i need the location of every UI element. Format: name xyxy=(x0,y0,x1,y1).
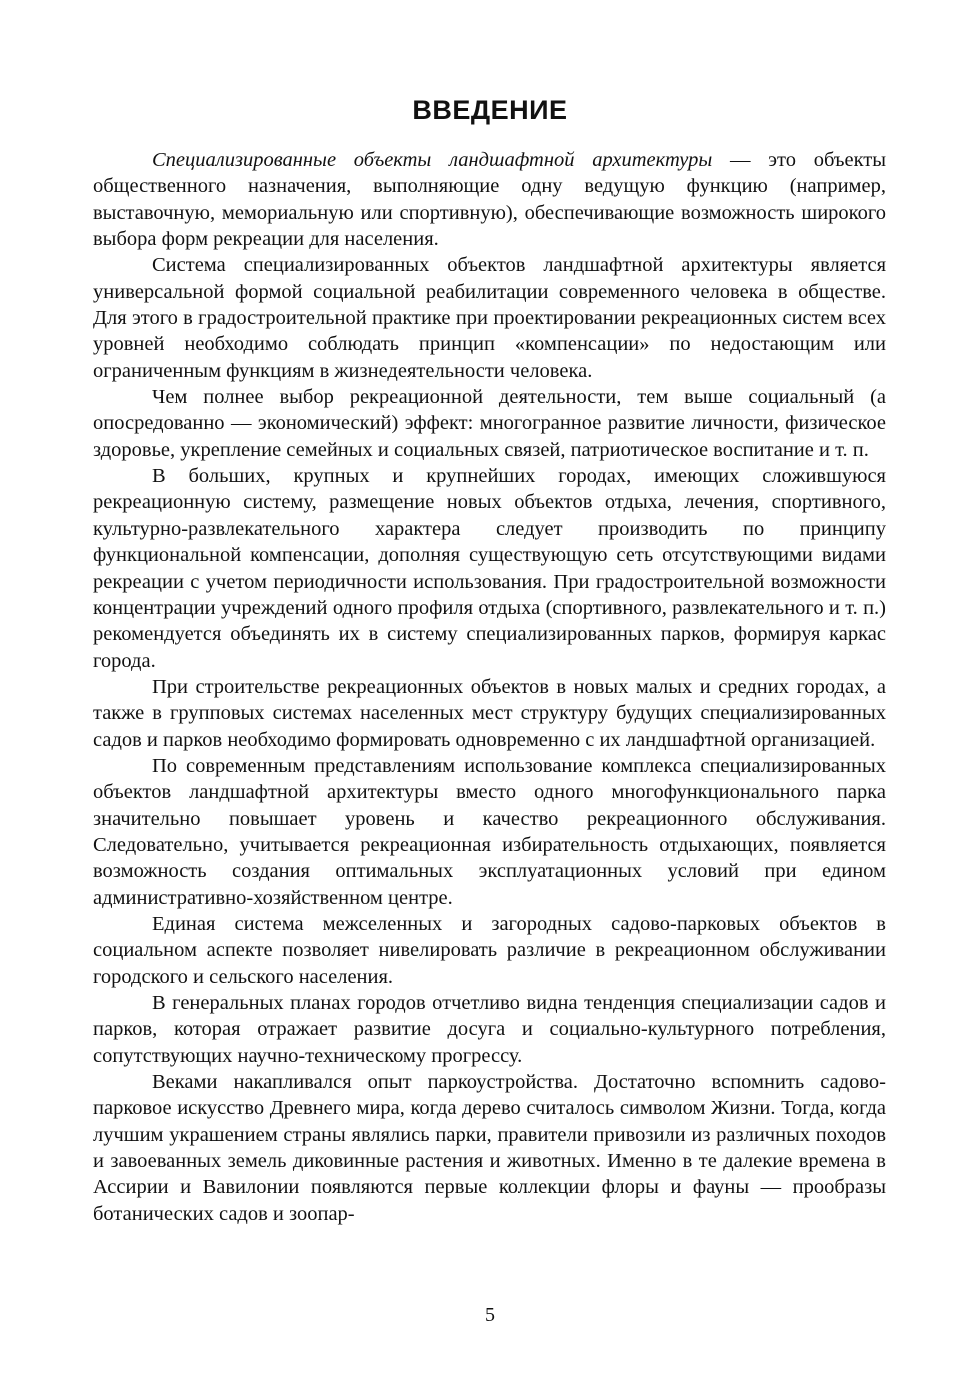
paragraph-4: В больших, крупных и крупнейших городах, имеющих сложившуюся рекреационную систему, размещение новых объектов отдыха, лечения, спортивного, культурно-развлекательного характера следует производить по принципу функциональной компенсации, дополняя существующую сеть отсутствующими видами рекреации с учетом периодичности использования. При градостроительной возможности концентрации учреждений одного профиля отдыха (спортивного, развлекательного и т. п.) рекомендуется объединять их в систему специализированных парков, формируя каркас города. xyxy=(93,465,886,672)
paragraph-3: Чем полнее выбор рекреационной деятельности, тем выше социальный (а опосредованно — экономический) эффект: многогранное развитие личности, физическое здоровье, укрепление семейных и социальных связей, патриотическое воспитание и т. п. xyxy=(93,386,886,461)
paragraph-1 xyxy=(93,147,886,252)
paragraph-6: По современным представлениям использование комплекса специализированных объектов ландшафтной архитектуры вместо одного многофункционального парка значительно повышает уровень и качество рекреационного обслуживания. Следовательно, учитывается рекреационная избирательность отдыхающих, появляется возможность создания оптимальных эксплуатационных условий при едином административно-хозяйственном центре. xyxy=(93,754,886,909)
paragraph-9: Веками накапливался опыт паркоустройства. Достаточно вспомнить садово-парковое искусство Древнего мира, когда дерево считалось символом Жизни. Тогда, когда лучшим украшением страны являлись парки, правители привозили из различных походов и завоеванных земель диковинные растения и животных. Именно в те далекие времена в Ассирии и Вавилонии появляются первые коллекции флоры и фауны — прообразы ботанических садов и зоопар- xyxy=(93,1071,886,1225)
paragraph-2: Система специализированных объектов ландшафтной архитектуры является универсальной формой социальной реабилитации современного человека в обществе. Для этого в градостроительной практике при проектировании рекреационных систем всех уровней необходимо соблюдать принцип «компенсации» по недостающим или ограниченным функциям в жизнедеятельности человека. xyxy=(93,254,886,382)
paragraph-7: Единая система межселенных и загородных садово-парковых объектов в социальном аспекте позволяет нивелировать различие в рекреационном обслуживании городского и сельского населения. xyxy=(93,912,886,988)
page-number: 5 xyxy=(485,1304,495,1326)
paragraph-8: В генеральных планах городов отчетливо видна тенденция специализации садов и парков, которая отражает развитие досуга и социально-культурного потребления, сопутствующих научно-техническому прогрессу. xyxy=(93,992,886,1067)
paragraph-text: — это объекты общественного назначения, выполняющие одну ведущую функцию (например, выставочную, мемориальную или спортивную), обеспечивающие возможность широкого выбора форм рекреации для населения. xyxy=(93,149,886,251)
italic-term: Специализированные объекты ландшафтной архитектуры xyxy=(152,149,713,171)
body-text xyxy=(93,147,886,1227)
paragraph-5: При строительстве рекреационных объектов в новых малых и средних городах, а также в групповых системах населенных мест структуру будущих специализированных садов и парков необходимо формировать одновременно с их ландшафтной организацией. xyxy=(93,675,886,751)
page-title: ВВЕДЕНИЕ xyxy=(412,95,568,125)
